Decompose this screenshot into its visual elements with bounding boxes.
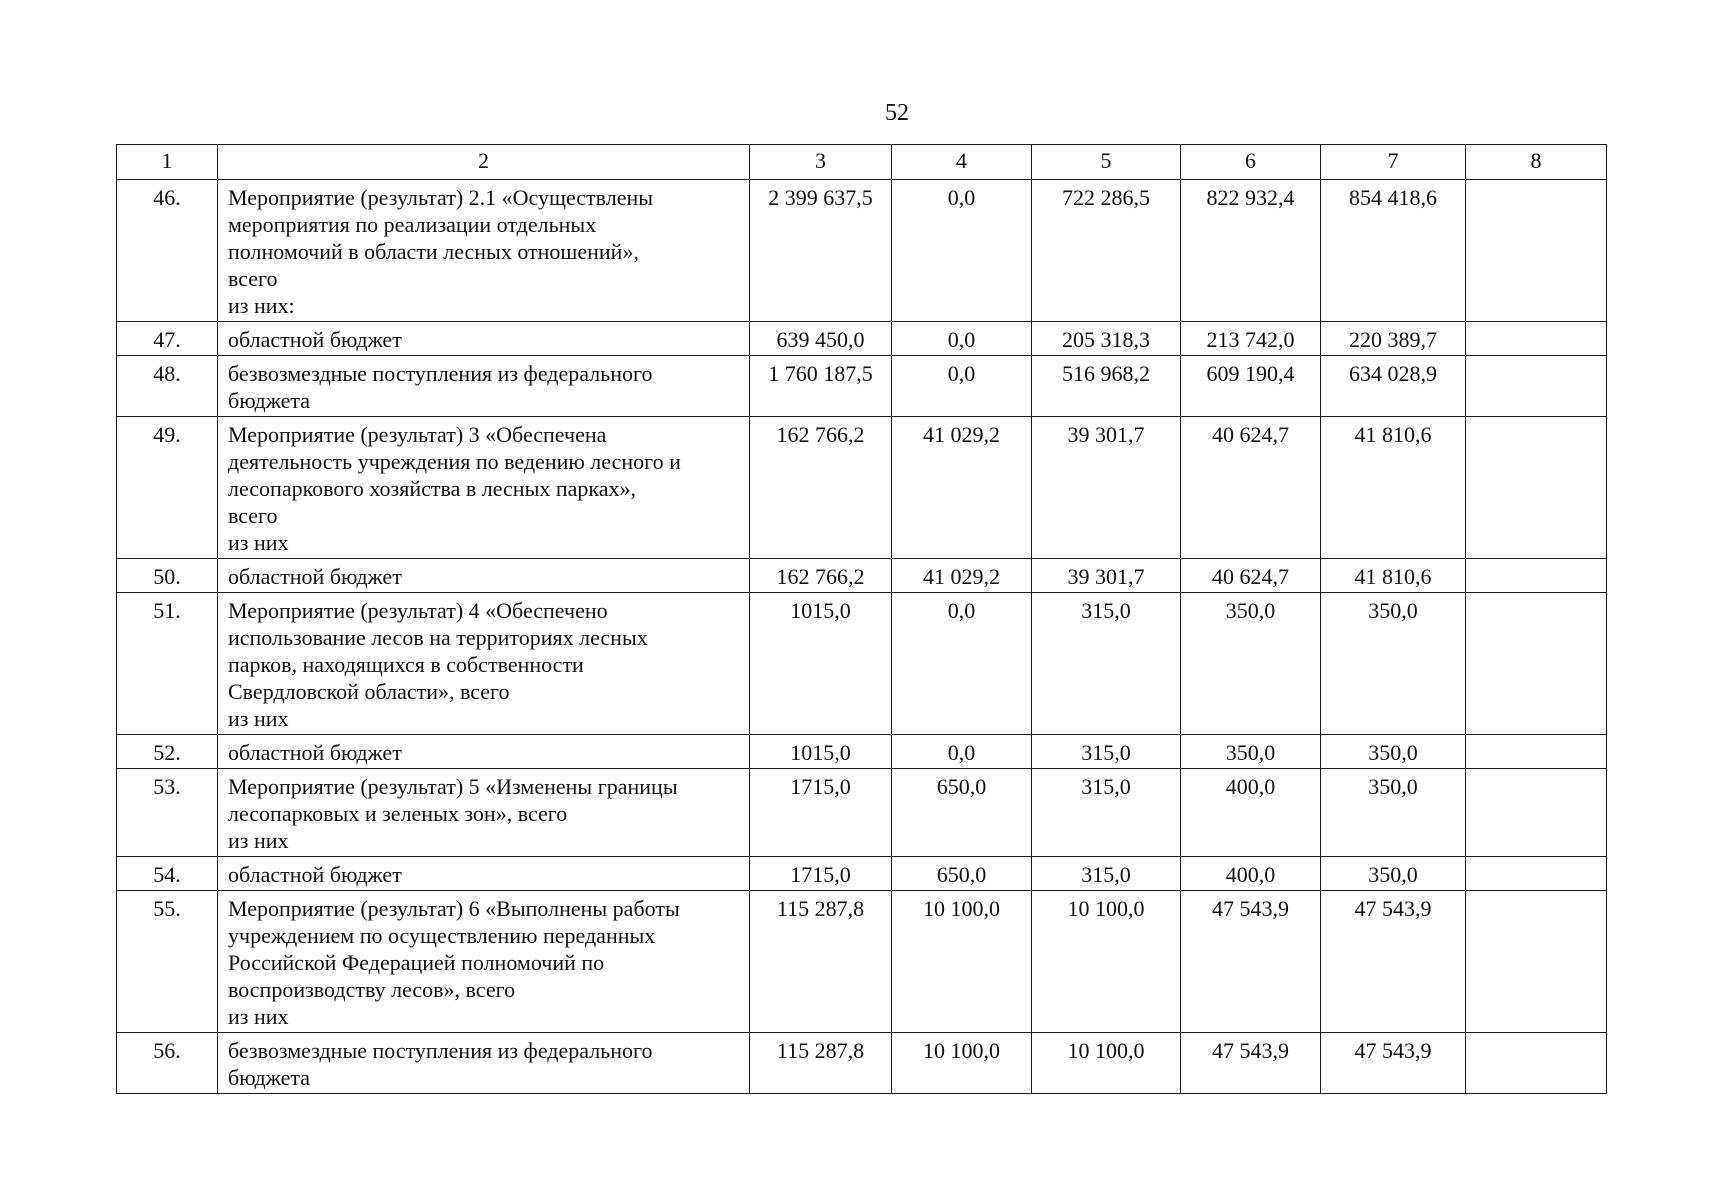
value-cell-c7: 47 543,9 [1321, 1033, 1466, 1094]
value-cell-c3: 162 766,2 [750, 559, 892, 593]
description-line: учреждением по осуществлению переданных [228, 923, 656, 948]
description-line: парков, находящихся в собственности [228, 652, 584, 677]
header-row [117, 145, 1607, 180]
value-cell-c6: 47 543,9 [1181, 1033, 1321, 1094]
row-description [218, 593, 750, 735]
value-cell-c6: 47 543,9 [1181, 891, 1321, 1033]
description-line: Мероприятие (результат) 3 «Обеспечена [228, 422, 607, 447]
row-number: 47. [117, 322, 218, 356]
value-cell-c5: 315,0 [1032, 735, 1181, 769]
table-row [117, 417, 1607, 559]
description-line: областной бюджет [228, 862, 402, 887]
value-cell-c4: 41 029,2 [892, 417, 1032, 559]
value-cell-c5: 10 100,0 [1032, 891, 1181, 1033]
value-cell-c4: 10 100,0 [892, 1033, 1032, 1094]
value-cell-c8 [1466, 769, 1607, 857]
value-cell-c5: 10 100,0 [1032, 1033, 1181, 1094]
description-line: областной бюджет [228, 327, 402, 352]
value-cell-c3: 2 399 637,5 [750, 180, 892, 322]
value-cell-c8 [1466, 857, 1607, 891]
description-line: Мероприятие (результат) 5 «Изменены границы [228, 774, 678, 799]
row-description [218, 735, 750, 769]
budget-table [116, 144, 1607, 1094]
row-number: 56. [117, 1033, 218, 1094]
description-line: Российской Федерацией полномочий по [228, 950, 605, 975]
column-header: 7 [1321, 145, 1466, 180]
value-cell-c7: 220 389,7 [1321, 322, 1466, 356]
row-description [218, 559, 750, 593]
description-line: всего [228, 266, 278, 291]
value-cell-c3: 1715,0 [750, 769, 892, 857]
value-cell-c8 [1466, 356, 1607, 417]
column-header: 1 [117, 145, 218, 180]
value-cell-c5: 205 318,3 [1032, 322, 1181, 356]
row-description [218, 769, 750, 857]
row-number: 49. [117, 417, 218, 559]
row-number: 52. [117, 735, 218, 769]
value-cell-c6: 822 932,4 [1181, 180, 1321, 322]
description-line: всего [228, 503, 278, 528]
value-cell-c5: 315,0 [1032, 769, 1181, 857]
value-cell-c6: 609 190,4 [1181, 356, 1321, 417]
value-cell-c7: 350,0 [1321, 857, 1466, 891]
value-cell-c4: 10 100,0 [892, 891, 1032, 1033]
table-row [117, 735, 1607, 769]
value-cell-c5: 722 286,5 [1032, 180, 1181, 322]
description-line: деятельность учреждения по ведению лесного и [228, 449, 681, 474]
table-row [117, 1033, 1607, 1094]
value-cell-c8 [1466, 1033, 1607, 1094]
description-line: Мероприятие (результат) 2.1 «Осуществлены [228, 185, 654, 210]
value-cell-c7: 854 418,6 [1321, 180, 1466, 322]
row-number: 50. [117, 559, 218, 593]
table-row [117, 769, 1607, 857]
row-description [218, 1033, 750, 1094]
description-line: из них: [228, 293, 295, 318]
row-number: 46. [117, 180, 218, 322]
value-cell-c4: 650,0 [892, 857, 1032, 891]
value-cell-c7: 350,0 [1321, 593, 1466, 735]
value-cell-c8 [1466, 180, 1607, 322]
row-description [218, 356, 750, 417]
value-cell-c5: 315,0 [1032, 593, 1181, 735]
description-line: областной бюджет [228, 564, 402, 589]
value-cell-c5: 516 968,2 [1032, 356, 1181, 417]
column-header: 5 [1032, 145, 1181, 180]
table-body [117, 180, 1607, 1094]
row-description [218, 180, 750, 322]
description-line: Свердловской области», всего [228, 679, 510, 704]
value-cell-c5: 39 301,7 [1032, 417, 1181, 559]
row-description [218, 417, 750, 559]
column-header: 6 [1181, 145, 1321, 180]
description-line: мероприятия по реализации отдельных [228, 212, 597, 237]
value-cell-c5: 39 301,7 [1032, 559, 1181, 593]
description-line: Мероприятие (результат) 6 «Выполнены работы [228, 896, 680, 921]
description-line: бюджета [228, 1065, 311, 1090]
description-line: безвозмездные поступления из федерального [228, 1038, 653, 1063]
value-cell-c7: 350,0 [1321, 735, 1466, 769]
column-header: 2 [218, 145, 750, 180]
value-cell-c8 [1466, 417, 1607, 559]
value-cell-c7: 47 543,9 [1321, 891, 1466, 1033]
description-line: из них [228, 828, 289, 853]
value-cell-c6: 40 624,7 [1181, 559, 1321, 593]
description-line: из них [228, 530, 289, 555]
description-line: Мероприятие (результат) 4 «Обеспечено [228, 598, 608, 623]
value-cell-c5: 315,0 [1032, 857, 1181, 891]
value-cell-c4: 0,0 [892, 180, 1032, 322]
value-cell-c8 [1466, 559, 1607, 593]
value-cell-c6: 400,0 [1181, 857, 1321, 891]
value-cell-c7: 634 028,9 [1321, 356, 1466, 417]
description-line: из них [228, 706, 289, 731]
value-cell-c4: 0,0 [892, 322, 1032, 356]
row-description [218, 891, 750, 1033]
value-cell-c3: 1015,0 [750, 735, 892, 769]
value-cell-c6: 213 742,0 [1181, 322, 1321, 356]
value-cell-c7: 41 810,6 [1321, 417, 1466, 559]
table-row [117, 857, 1607, 891]
description-line: из них [228, 1004, 289, 1029]
row-description [218, 857, 750, 891]
description-line: безвозмездные поступления из федерального [228, 361, 653, 386]
value-cell-c6: 350,0 [1181, 735, 1321, 769]
value-cell-c8 [1466, 593, 1607, 735]
table-row [117, 593, 1607, 735]
row-number: 51. [117, 593, 218, 735]
value-cell-c7: 350,0 [1321, 769, 1466, 857]
value-cell-c8 [1466, 891, 1607, 1033]
description-line: бюджета [228, 388, 311, 413]
page-number: 52 [885, 100, 909, 126]
table-row [117, 559, 1607, 593]
row-number: 54. [117, 857, 218, 891]
table-row [117, 180, 1607, 322]
description-line: воспроизводству лесов», всего [228, 977, 516, 1002]
value-cell-c6: 350,0 [1181, 593, 1321, 735]
description-line: использование лесов на территориях лесных [228, 625, 648, 650]
table-row [117, 356, 1607, 417]
description-line: областной бюджет [228, 740, 402, 765]
value-cell-c3: 162 766,2 [750, 417, 892, 559]
value-cell-c3: 1 760 187,5 [750, 356, 892, 417]
value-cell-c6: 400,0 [1181, 769, 1321, 857]
value-cell-c3: 1015,0 [750, 593, 892, 735]
column-header: 4 [892, 145, 1032, 180]
value-cell-c6: 40 624,7 [1181, 417, 1321, 559]
column-header: 8 [1466, 145, 1607, 180]
value-cell-c8 [1466, 322, 1607, 356]
value-cell-c4: 0,0 [892, 356, 1032, 417]
value-cell-c4: 41 029,2 [892, 559, 1032, 593]
value-cell-c3: 1715,0 [750, 857, 892, 891]
table-row [117, 891, 1607, 1033]
value-cell-c3: 115 287,8 [750, 891, 892, 1033]
value-cell-c3: 115 287,8 [750, 1033, 892, 1094]
row-number: 55. [117, 891, 218, 1033]
description-line: полномочий в области лесных отношений», [228, 239, 639, 264]
value-cell-c4: 650,0 [892, 769, 1032, 857]
value-cell-c8 [1466, 735, 1607, 769]
table-row [117, 322, 1607, 356]
value-cell-c7: 41 810,6 [1321, 559, 1466, 593]
value-cell-c3: 639 450,0 [750, 322, 892, 356]
row-number: 48. [117, 356, 218, 417]
row-description [218, 322, 750, 356]
description-line: лесопаркового хозяйства в лесных парках», [228, 476, 637, 501]
row-number: 53. [117, 769, 218, 857]
description-line: лесопарковых и зеленых зон», всего [228, 801, 568, 826]
column-header: 3 [750, 145, 892, 180]
value-cell-c4: 0,0 [892, 735, 1032, 769]
value-cell-c4: 0,0 [892, 593, 1032, 735]
